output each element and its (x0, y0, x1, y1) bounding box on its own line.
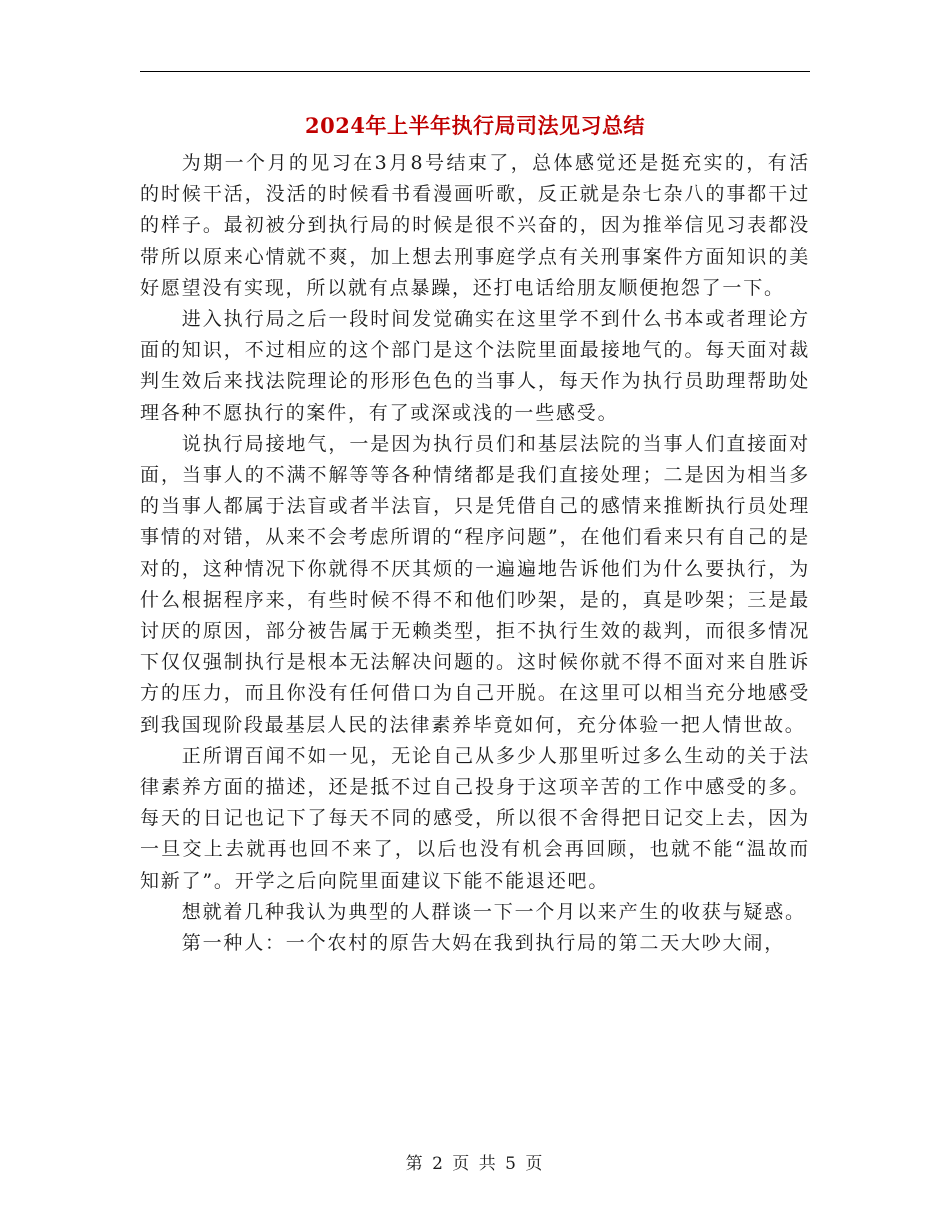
paragraph: 为期一个月的见习在3月8号结束了，总体感觉还是挺充实的，有活的时候干活，没活的时候看书看漫画听歌，反正就是杂七杂八的事都干过的样子。最初被分到执行局的时候是很不兴奋的，因为推举信见习表都没带所以原来心情就不爽，加上想去刑事庭学点有关刑事案件方面知识的美好愿望没有实现，所以就有点暴躁，还打电话给朋友顺便抱怨了一下。 (140, 152, 810, 299)
paragraph: 说执行局接地气，一是因为执行员们和基层法院的当事人们直接面对面，当事人的不满不解等等各种情绪都是我们直接处理；二是因为相当多的当事人都属于法盲或者半法盲，只是凭借自己的感情来推断执行员处理事情的对错，从来不会考虑所谓的“程序问题”，在他们看来只有自己的是对的，这种情况下你就得不厌其烦的一遍遍地告诉他们为什么要执行，为什么根据程序来，有些时候不得不和他们吵架，是的，真是吵架；三是最讨厌的原因，部分被告属于无赖类型，拒不执行生效的裁判，而很多情况下仅仅强制执行是根本无法解决问题的。这时候你就不得不面对来自胜诉方的压力，而且你没有任何借口为自己开脱。在这里可以相当充分地感受到我国现阶段最基层人民的法律素养毕竟如何，充分体验一把人情世故。 (140, 432, 810, 736)
header-rule (140, 71, 810, 72)
paragraph: 第一种人：一个农村的原告大妈在我到执行局的第二天大吵大闹， (181, 932, 785, 955)
document-title: 2024年上半年执行局司法见习总结 (305, 113, 645, 138)
paragraph: 想就着几种我认为典型的人群谈一下一个月以来产生的收获与疑惑。 (181, 900, 806, 923)
document-body (140, 148, 810, 959)
paragraph: 正所谓百闻不如一见，无论自己从多少人那里听过多么生动的关于法律素养方面的描述，还是抵不过自己投身于这项辛苦的工作中感受的多。每天的日记也记下了每天不同的感受，所以很不舍得把日记交上去，因为一旦交上去就再也回不来了，以后也没有机会再回顾，也就不能“温故而知新了”。开学之后向院里面建议下能不能退还吧。 (140, 744, 810, 892)
page-footer: 第 2 页 共 5 页 (405, 1154, 545, 1174)
paragraph: 进入执行局之后一段时间发觉确实在这里学不到什么书本或者理论方面的知识，不过相应的这个部门是这个法院里面最接地气的。每天面对裁判生效后来找法院理论的形形色色的当事人，每天作为执行员助理帮助处理各种不愿执行的案件，有了或深或浅的一些感受。 (140, 308, 810, 424)
